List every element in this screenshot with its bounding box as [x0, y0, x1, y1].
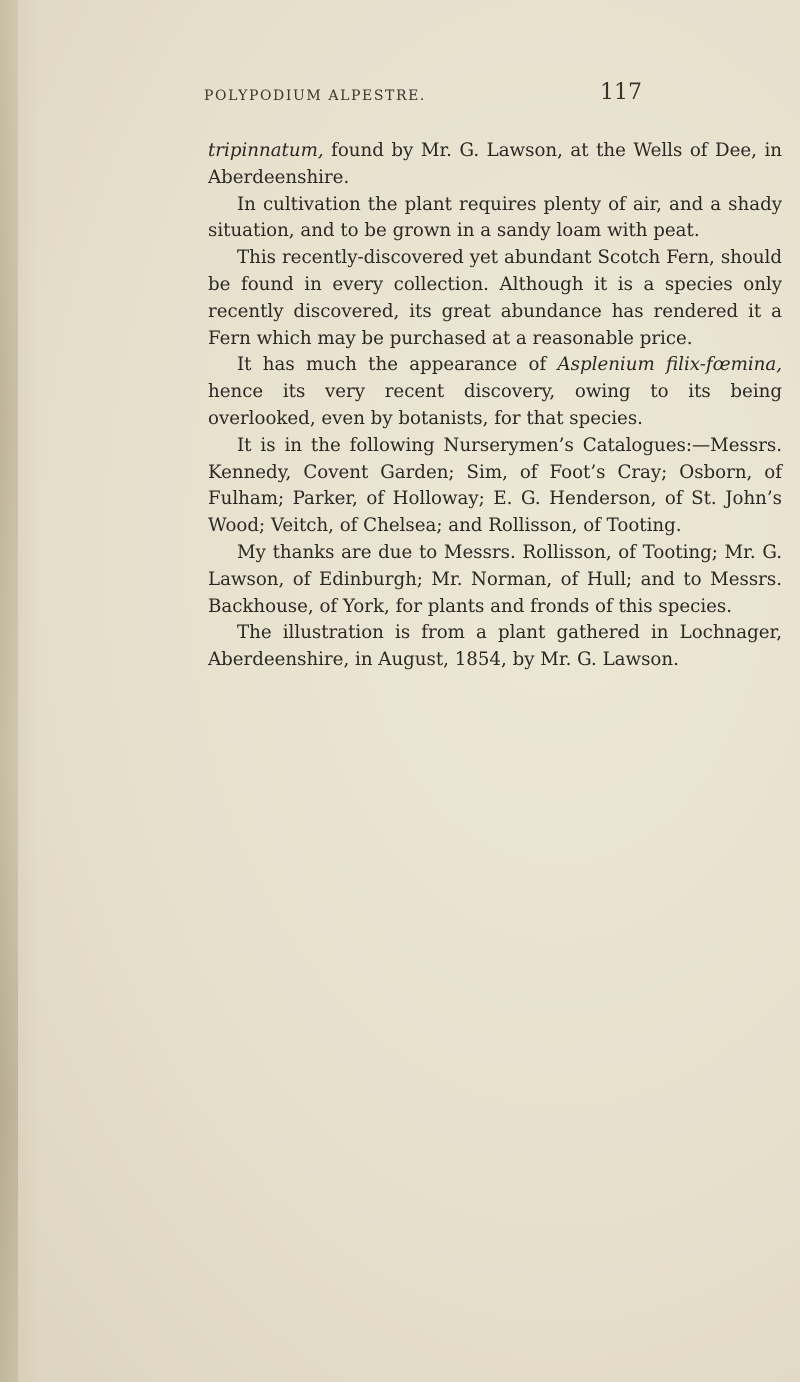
paragraph-cultivation: [208, 192, 782, 246]
binding-gutter: [0, 0, 18, 1382]
paragraph-text: It is in the following Nurserymen’s Catalogues:—Messrs. Kennedy, Covent Garden; Sim, of Foot’s Cray; Osborn, of Fulham; Parker, of Holloway; E. G. Henderson, of St. John’s Wood; Veitch, of Chelsea; and Rollisson, of Tooting.: [208, 434, 782, 537]
page-number: 117: [600, 80, 642, 105]
paragraph-text: It has much the appearance of: [237, 354, 558, 376]
paragraph-thanks: [208, 540, 782, 620]
paragraph-text: This recently-discovered yet abundant Scotch Fern, should be found in every collection. Although it is a species only recently discovered, its great abundance has rendered it a Fern which may be purchased at a reasonable price.: [208, 247, 782, 349]
paragraph-text: In cultivation the plant requires plenty of air, and a shady situation, and to be grown in a sandy loam with peat.: [208, 193, 782, 242]
body-text: [208, 138, 782, 674]
paragraph-text: The illustration is from a plant gathered in Lochnager, Aberdeenshire, in August, 1854, by Mr. G. Lawson.: [208, 622, 782, 671]
paragraph-illustration: [208, 620, 782, 674]
paragraph-catalogues: [208, 433, 782, 540]
paragraph-continuation: [208, 138, 782, 192]
paragraph-abundance: [208, 245, 782, 352]
paragraph-text: hence its very recent discovery, owing to its being overlooked, even by botanists, for that species.: [208, 381, 782, 429]
species-name-italic: Asplenium filix-fœmina,: [557, 354, 782, 376]
paragraph-text: found by Mr. G. Lawson, at the Wells of Dee, in Aberdeenshire.: [208, 140, 782, 188]
paragraph-appearance: [208, 352, 782, 432]
running-head: POLYPODIUM ALPESTRE.: [204, 88, 426, 104]
species-name-italic: tripinnatum,: [208, 140, 324, 161]
paragraph-text: My thanks are due to Messrs. Rollisson, of Tooting; Mr. G. Lawson, of Edinburgh; Mr. Norman, of Hull; and to Messrs. Backhouse, of York, for plants and fronds of this species.: [208, 541, 782, 617]
